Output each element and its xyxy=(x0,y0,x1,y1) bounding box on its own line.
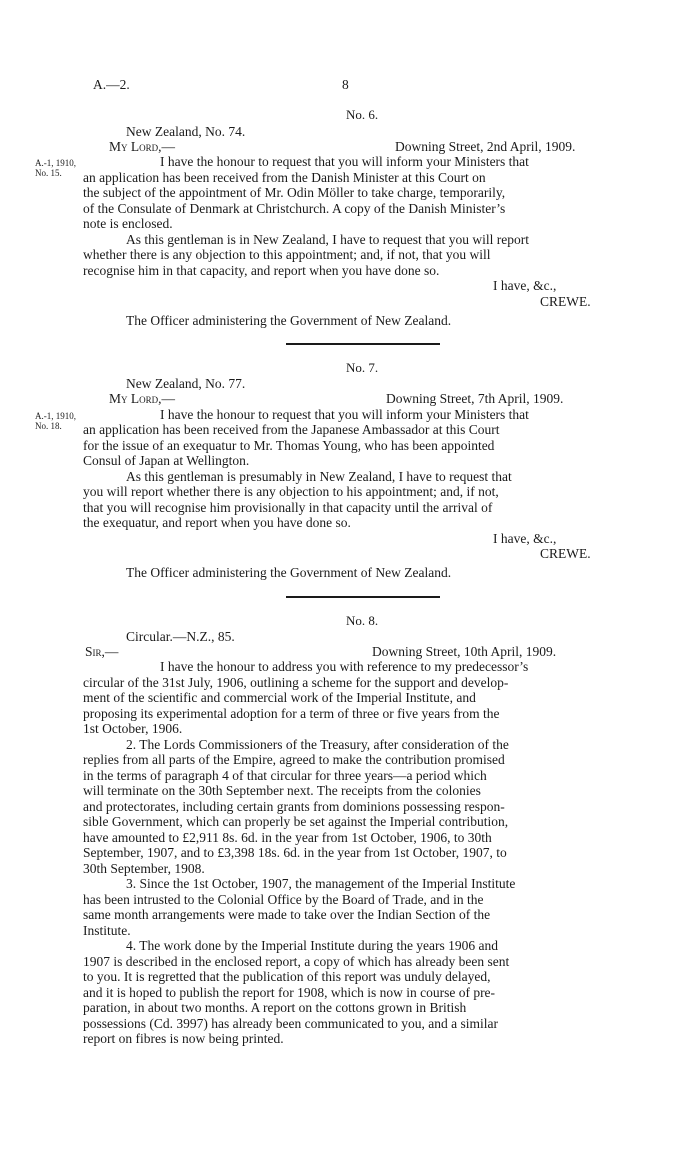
letter-8-line: 4. The work done by the Imperial Institute during the years 1906 and xyxy=(126,938,499,953)
letter-7-line: for the issue of an exequatur to Mr. Thomas Young, who has been appointed xyxy=(83,438,495,453)
letter-8-line: replies from all parts of the Empire, agreed to make the contribution promised xyxy=(83,752,505,767)
letter-8-line: 30th September, 1908. xyxy=(83,861,205,876)
letter-7-signature: CREWE. xyxy=(540,546,591,561)
letter-8-line: ment of the scientific and commercial work of the Imperial Institute, and xyxy=(83,690,476,705)
letter-7-addressee: The Officer administering the Government of New Zealand. xyxy=(126,565,452,580)
letter-8-line: in the terms of paragraph 4 of that circular for three years—a period which xyxy=(83,768,487,783)
letter-8-line: has been intrusted to the Colonial Office by the Board of Trade, and in the xyxy=(83,892,484,907)
letter-8-line: and it is hoped to publish the report for 1908, which is now in course of pre- xyxy=(83,985,496,1000)
letter-8-line: and protectorates, including certain grants from dominions possessing respon- xyxy=(83,799,505,814)
letter-6-number: No. 6. xyxy=(346,107,379,122)
letter-6-salutation: My Lord,— xyxy=(109,139,176,154)
letter-8-reference: Circular.—N.Z., 85. xyxy=(126,629,235,644)
letter-8-line: proposing its experimental adoption for a term of three or five years from the xyxy=(83,706,500,721)
letter-7-line: As this gentleman is presumably in New Zealand, I have to request that xyxy=(126,469,512,484)
letter-6-line: whether there is any objection to this appointment; and, if not, that you will xyxy=(83,247,491,262)
letter-8-address: Downing Street, 10th April, 1909. xyxy=(372,644,557,659)
letter-7-margin-note: A.-1, 1910, No. 18. xyxy=(35,411,76,431)
letter-8-line: possessions (Cd. 3997) has already been communicated to you, and a similar xyxy=(83,1016,499,1031)
section-divider xyxy=(286,343,440,345)
letter-6-reference: New Zealand, No. 74. xyxy=(126,124,246,139)
page-number: 8 xyxy=(342,77,349,92)
letter-7-salutation: My Lord,— xyxy=(109,391,176,406)
letter-8-line: sible Government, which can properly be set against the Imperial contribution, xyxy=(83,814,509,829)
letter-7-closing: I have, &c., xyxy=(493,531,557,546)
letter-7-line: an application has been received from the Japanese Ambassador at this Court xyxy=(83,422,500,437)
letter-7-line: that you will recognise him provisionally in that capacity until the arrival of xyxy=(83,500,493,515)
letter-8-salutation: Sir,— xyxy=(85,644,119,659)
letter-6-line: I have the honour to request that you will inform your Ministers that xyxy=(160,154,529,169)
letter-6-line: As this gentleman is in New Zealand, I have to request that you will report xyxy=(126,232,530,247)
letter-8-line: will terminate on the 30th September next. The receipts from the colonies xyxy=(83,783,481,798)
letter-8-line: same month arrangements were made to take over the Indian Section of the xyxy=(83,907,491,922)
letter-6-line: note is enclosed. xyxy=(83,216,173,231)
letter-6-margin-note: A.-1, 1910, No. 15. xyxy=(35,158,76,178)
letter-6-line: the subject of the appointment of Mr. Odin Möller to take charge, temporarily, xyxy=(83,185,506,200)
letter-8-line: September, 1907, and to £3,398 18s. 6d. in the year from 1st October, 1907, to xyxy=(83,845,507,860)
letter-8-line: 1st October, 1906. xyxy=(83,721,183,736)
letter-7-reference: New Zealand, No. 77. xyxy=(126,376,246,391)
letter-6-signature: CREWE. xyxy=(540,294,591,309)
letter-7-line: Consul of Japan at Wellington. xyxy=(83,453,250,468)
letter-8-line: paration, in about two months. A report on the cottons grown in British xyxy=(83,1000,467,1015)
section-divider xyxy=(286,596,440,598)
letter-7-line: the exequatur, and report when you have done so. xyxy=(83,515,351,530)
letter-6-line: of the Consulate of Denmark at Christchurch. A copy of the Danish Minister’s xyxy=(83,201,506,216)
letter-8-number: No. 8. xyxy=(346,613,379,628)
letter-6-line: recognise him in that capacity, and report when you have done so. xyxy=(83,263,440,278)
letter-8-line: have amounted to £2,911 8s. 6d. in the year from 1st October, 1906, to 30th xyxy=(83,830,492,845)
letter-8-line: I have the honour to address you with reference to my predecessor’s xyxy=(160,659,529,674)
letter-7-line: I have the honour to request that you will inform your Ministers that xyxy=(160,407,529,422)
letter-8-line: Institute. xyxy=(83,923,131,938)
letter-7-line: you will report whether there is any objection to his appointment; and, if not, xyxy=(83,484,499,499)
letter-7-address: Downing Street, 7th April, 1909. xyxy=(386,391,564,406)
letter-6-address: Downing Street, 2nd April, 1909. xyxy=(395,139,576,154)
letter-6-line: an application has been received from the Danish Minister at this Court on xyxy=(83,170,486,185)
letter-6-addressee: The Officer administering the Government of New Zealand. xyxy=(126,313,452,328)
letter-8-line: 2. The Lords Commissioners of the Treasury, after consideration of the xyxy=(126,737,509,752)
letter-8-line: circular of the 31st July, 1906, outlining a scheme for the support and develop- xyxy=(83,675,509,690)
letter-8-line: 3. Since the 1st October, 1907, the management of the Imperial Institute xyxy=(126,876,516,891)
letter-7-number: No. 7. xyxy=(346,360,379,375)
letter-8-line: to you. It is regretted that the publication of this report was unduly delayed, xyxy=(83,969,491,984)
letter-8-line: report on fibres is now being printed. xyxy=(83,1031,284,1046)
letter-8-line: 1907 is described in the enclosed report, a copy of which has already been sent xyxy=(83,954,510,969)
letter-6-closing: I have, &c., xyxy=(493,278,557,293)
header-left: A.—2. xyxy=(93,77,130,92)
